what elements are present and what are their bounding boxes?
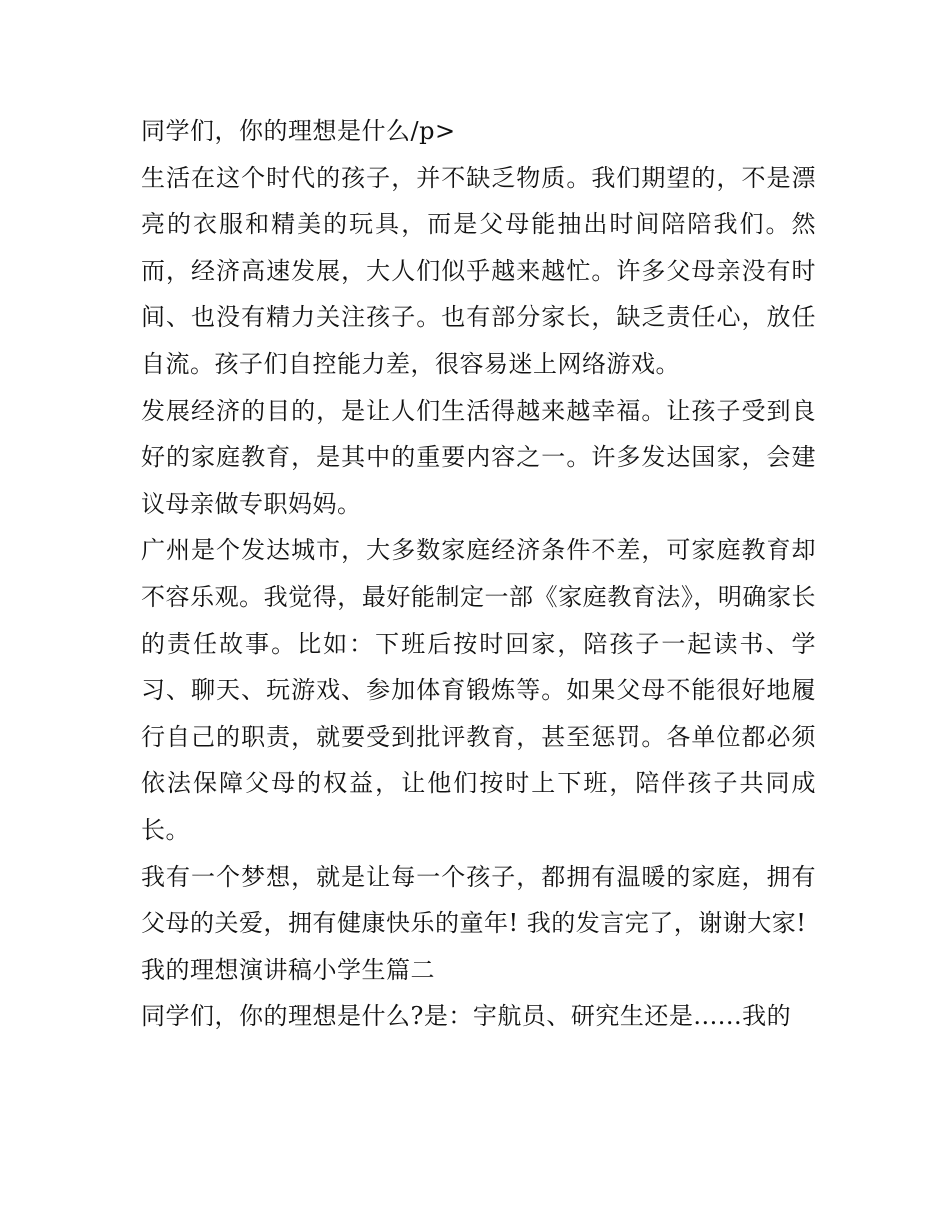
paragraph-children-needs: 生活在这个时代的孩子，并不缺乏物质。我们期望的，不是漂亮的衣服和精美的玩具，而是父母能抽出时间陪陪我们。然而，经济高速发展，大人们似乎越来越忙。许多父母亲没有时间、也没有精力关注孩子。也有部分家长，缺乏责任心，放任自流。孩子们自控能力差，很容易迷上网络游戏。	[141, 163, 816, 378]
paragraph-family-education-law: 广州是个发达城市，大多数家庭经济条件不差，可家庭教育却不容乐观。我觉得，最好能制定一部《家庭教育法》，明确家长的责任故事。比如：下班后按时回家，陪孩子一起读书、学习、聊天、玩游戏、参加体育锻炼等。如果父母不能很好地履行自己的职责，就要受到批评教育，甚至惩罚。各单位都必须依法保障父母的权益，让他们按时上下班，陪伴孩子共同成长。	[141, 536, 816, 844]
paragraph-opening-question: 同学们，你的理想是什么/p>	[141, 117, 456, 145]
paragraph-dream-closing: 我有一个梦想，就是让每一个孩子，都拥有温暖的家庭，拥有父母的关爱，拥有健康快乐的童年! 我的发言完了，谢谢大家!	[141, 862, 816, 938]
paragraph-speech-two-opening: 同学们，你的理想是什么?是：宇航员、研究生还是......我的	[141, 1002, 792, 1031]
document-body	[141, 108, 816, 1040]
paragraph-economic-purpose: 发展经济的目的，是让人们生活得越来越幸福。让孩子受到良好的家庭教育，是其中的重要内容之一。许多发达国家，会建议母亲做专职妈妈。	[141, 396, 816, 518]
section-heading: 我的理想演讲稿小学生篇二	[141, 955, 435, 984]
